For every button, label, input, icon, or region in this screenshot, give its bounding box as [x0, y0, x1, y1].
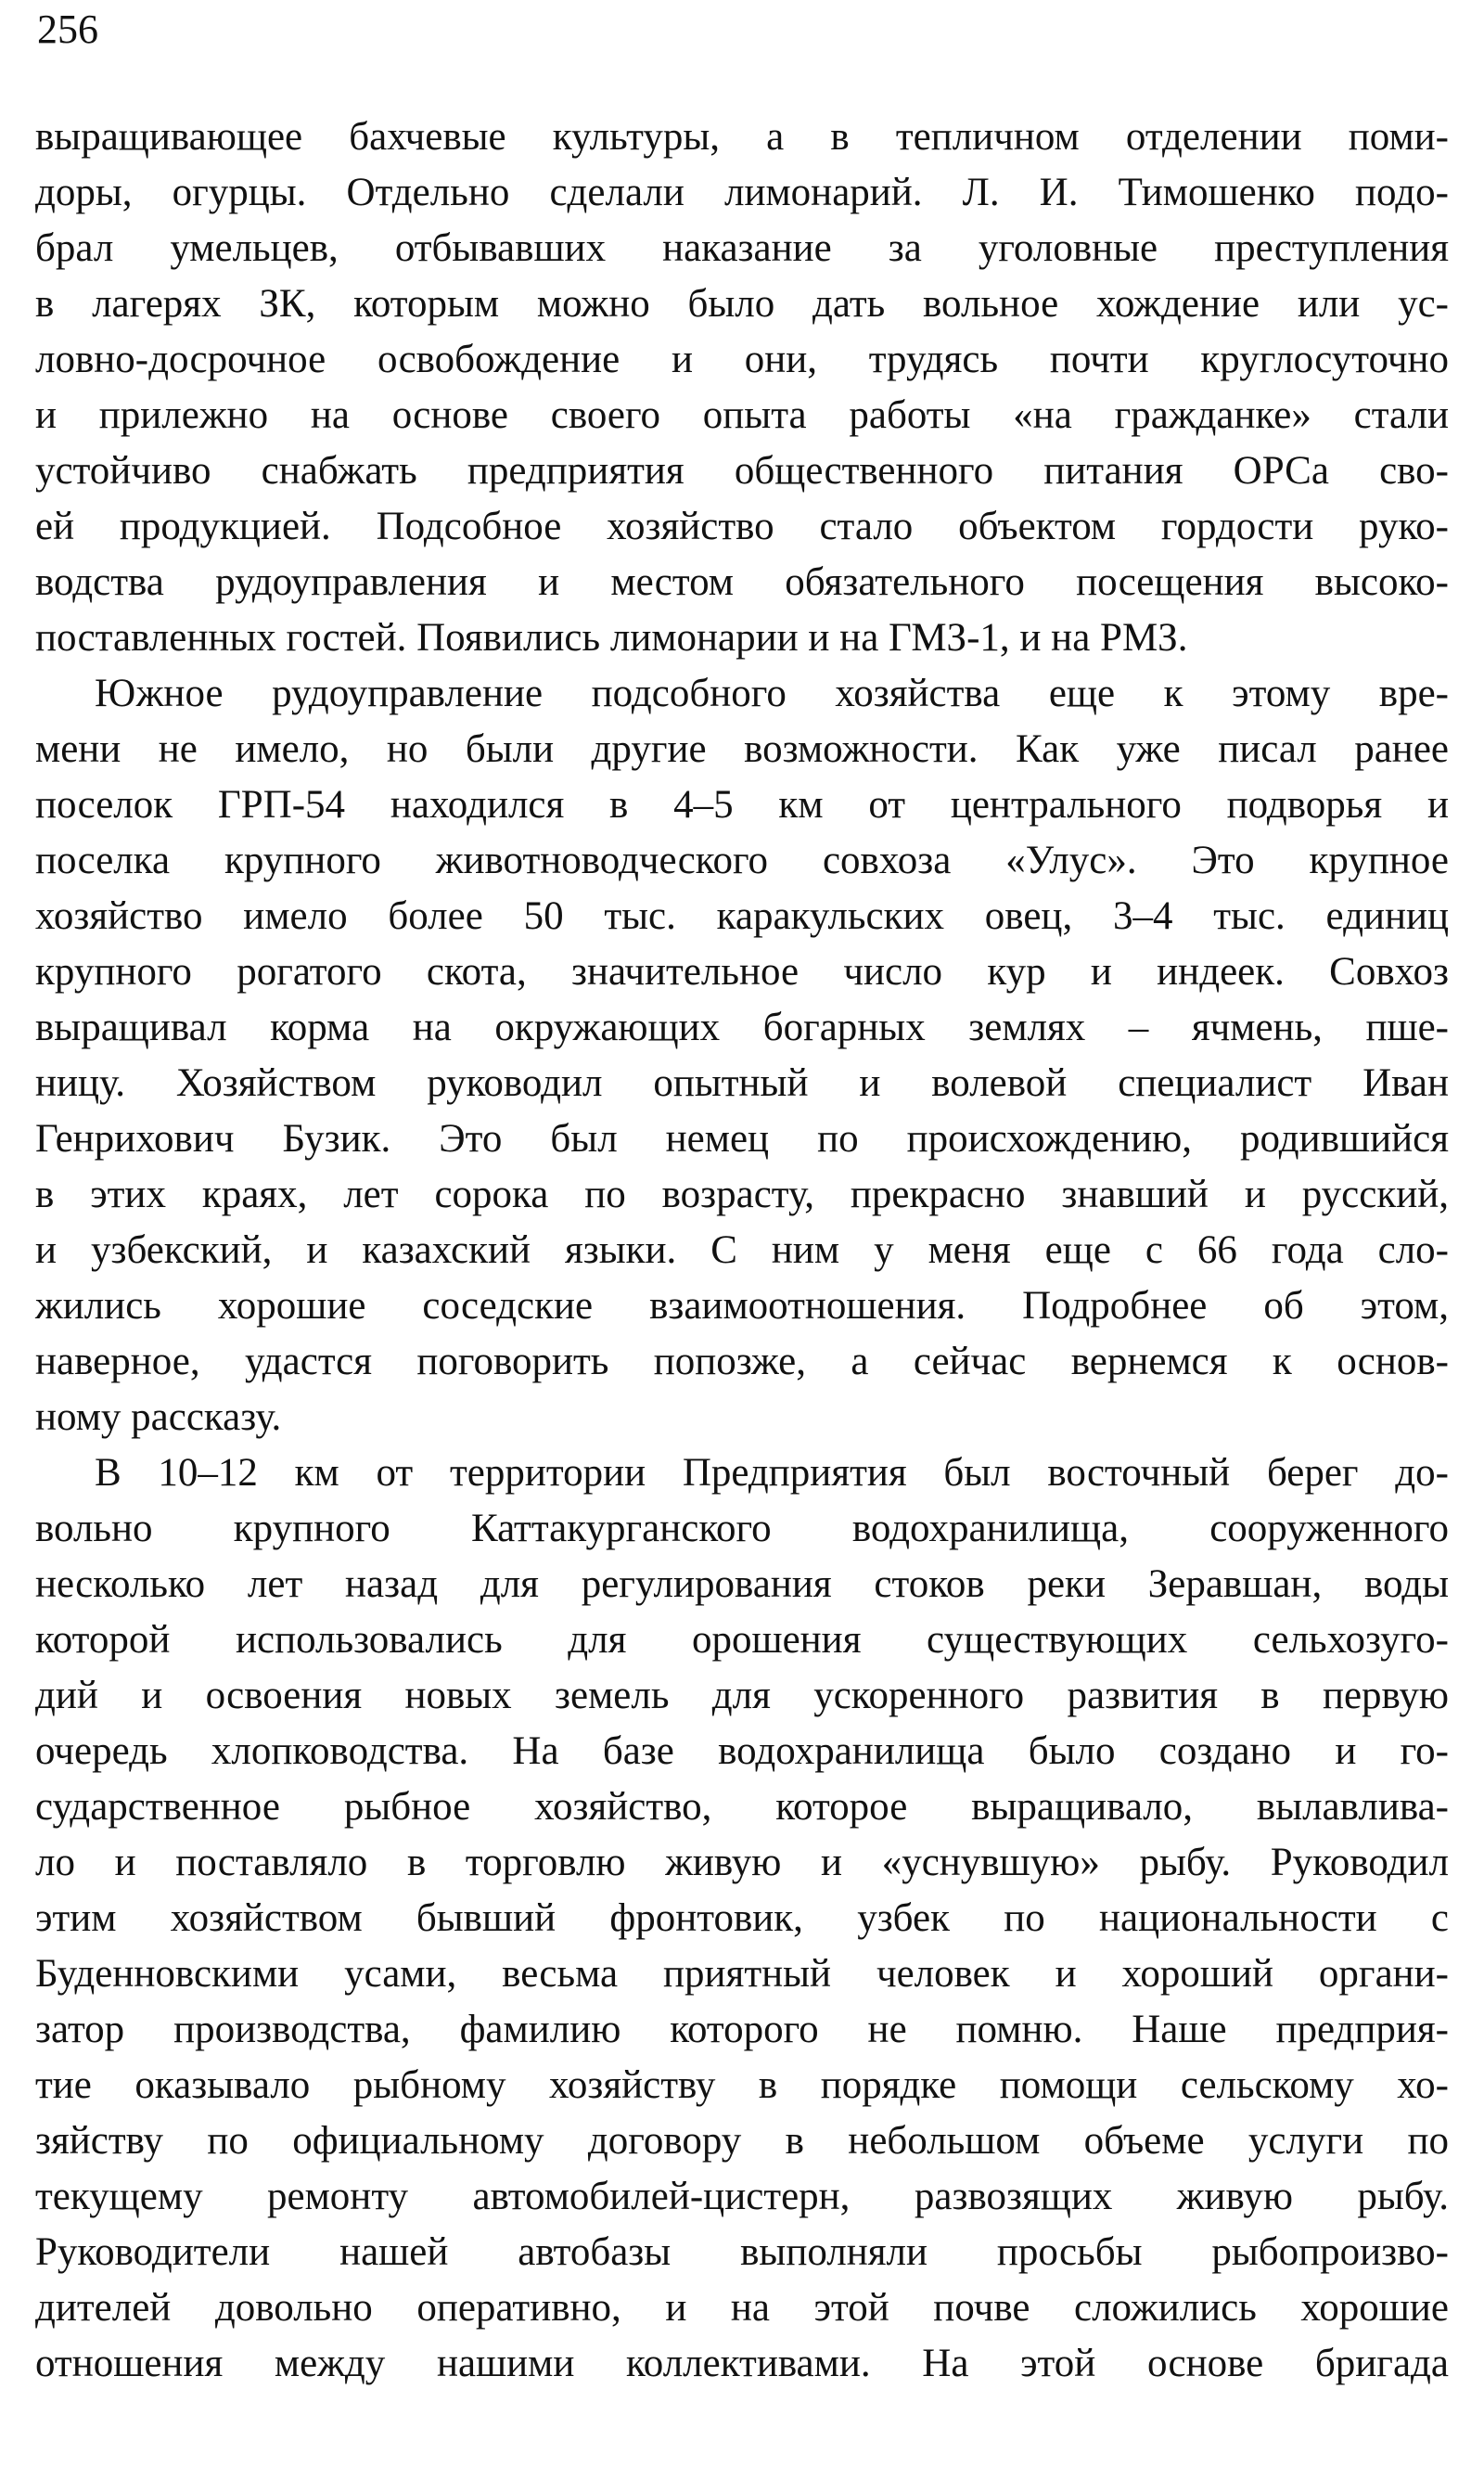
text-line: поставленных гостей. Появились лимонарии и на ГМЗ-1, и на РМЗ.: [35, 616, 1188, 660]
paragraph-first-line: В 10–12 км от территории Предприятия был восточный берег до-: [95, 1451, 1449, 1495]
text-line: мени не имело, но были другие возможности. Как уже писал ранее: [35, 727, 1449, 771]
text-line: тие оказывало рыбному хозяйству в порядке помощи сельскому хо-: [35, 2063, 1449, 2107]
text-line: доры, огурцы. Отдельно сделали лимонарий. Л. И. Тимошенко подо-: [35, 171, 1449, 214]
body-text: [35, 109, 1449, 2392]
text-line: Генрихович Бузик. Это был немец по происхождению, родившийся: [35, 1117, 1449, 1161]
text-line: ло и поставляло в торговлю живую и «уснувшую» рыбу. Руководил: [35, 1841, 1449, 1884]
text-line: вольно крупного Каттакурганского водохранилища, сооруженного: [35, 1507, 1449, 1550]
text-line: ницу. Хозяйством руководил опытный и волевой специалист Иван: [35, 1061, 1449, 1105]
text-line: Руководители нашей автобазы выполняли просьбы рыбопроизво-: [35, 2230, 1449, 2274]
text-line: крупного рогатого скота, значительное число кур и индеек. Совхоз: [35, 950, 1449, 994]
text-line: этим хозяйством бывший фронтовик, узбек по национальности с: [35, 1896, 1449, 1940]
text-line: устойчиво снабжать предприятия общественного питания ОРСа сво-: [35, 449, 1449, 493]
text-line: ловно-досрочное освобождение и они, трудясь почти круглосуточно: [35, 338, 1449, 381]
text-line: хозяйство имело более 50 тыс. каракульских овец, 3–4 тыс. единиц: [35, 894, 1449, 938]
text-line: очередь хлопководства. На базе водохранилища было создано и го-: [35, 1729, 1449, 1773]
text-line: водства рудоуправления и местом обязательного посещения высоко-: [35, 560, 1449, 604]
text-line: Буденновскими усами, весьма приятный человек и хороший органи-: [35, 1952, 1449, 1996]
text-line: поселок ГРП-54 находился в 4–5 км от центрального подворья и: [35, 783, 1449, 827]
text-line: наверное, удастся поговорить попозже, а сейчас вернемся к основ-: [35, 1340, 1449, 1383]
text-line: выращивал корма на окружающих богарных землях – ячмень, пше-: [35, 1006, 1449, 1049]
text-line: жились хорошие соседские взаимоотношения. Подробнее об этом,: [35, 1284, 1449, 1328]
paragraph-first-line: Южное рудоуправление подсобного хозяйства еще к этому вре-: [95, 672, 1449, 715]
text-line: выращивающее бахчевые культуры, а в тепличном отделении поми-: [35, 115, 1449, 159]
text-line: поселка крупного животноводческого совхоза «Улус». Это крупное: [35, 839, 1449, 882]
text-line: и узбекский, и казахский языки. С ним у меня еще с 66 года сло-: [35, 1228, 1449, 1272]
text-line: в лагерях ЗК, которым можно было дать вольное хождение или ус-: [35, 282, 1449, 326]
text-line: которой использовались для орошения существующих сельхозуго-: [35, 1618, 1449, 1662]
text-line: и прилежно на основе своего опыта работы «на гражданке» стали: [35, 393, 1449, 437]
text-line: ей продукцией. Подсобное хозяйство стало объектом гордости руко-: [35, 505, 1449, 548]
text-line: затор производства, фамилию которого не помню. Наше предприя-: [35, 2008, 1449, 2051]
text-line: несколько лет назад для регулирования стоков реки Зеравшан, воды: [35, 1562, 1449, 1606]
text-line: в этих краях, лет сорока по возрасту, прекрасно знавший и русский,: [35, 1173, 1449, 1216]
text-line: дителей довольно оперативно, и на этой почве сложились хорошие: [35, 2286, 1449, 2330]
text-line: ному рассказу.: [35, 1395, 282, 1439]
text-line: дий и освоения новых земель для ускоренного развития в первую: [35, 1674, 1449, 1717]
text-line: текущему ремонту автомобилей-цистерн, развозящих живую рыбу.: [35, 2175, 1449, 2218]
text-line: брал умельцев, отбывавших наказание за уголовные преступления: [35, 226, 1449, 270]
text-line: сударственное рыбное хозяйство, которое выращивало, вылавлива-: [35, 1785, 1449, 1829]
page-number: 256: [37, 6, 98, 52]
text-line: зяйству по официальному договору в небольшом объеме услуги по: [35, 2119, 1449, 2163]
text-line: отношения между нашими коллективами. На этой основе бригада: [35, 2342, 1449, 2385]
